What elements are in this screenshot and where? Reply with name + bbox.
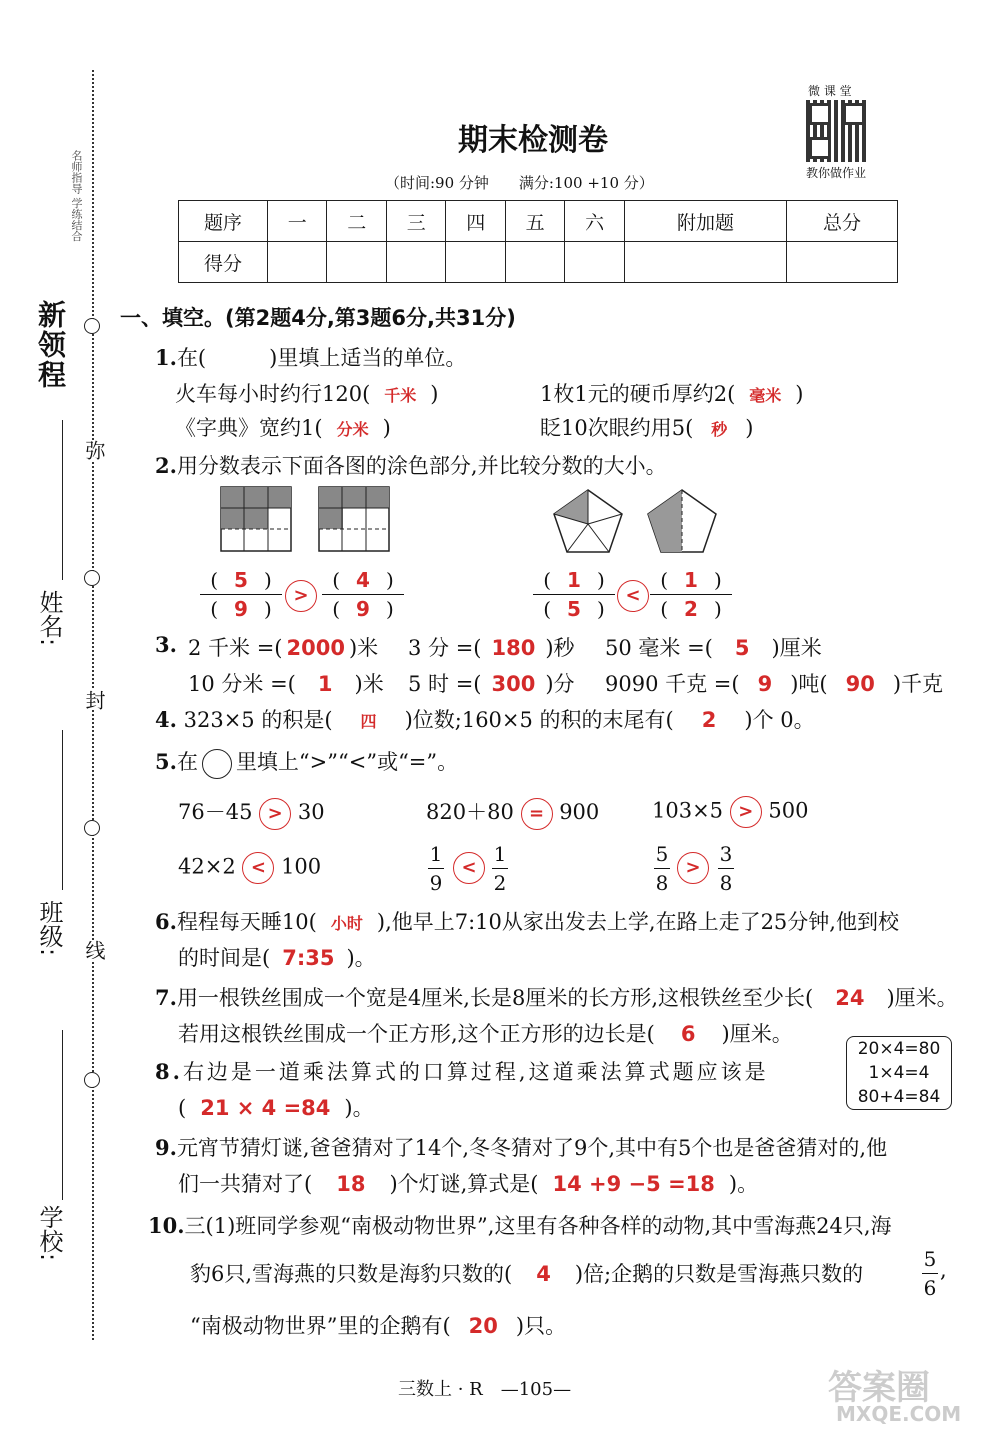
answer: 小时 <box>330 914 363 933</box>
score-input-cell[interactable] <box>787 242 898 283</box>
score-table-cell: 五 <box>505 201 564 242</box>
class-underline <box>62 730 63 890</box>
q7-text: 7.用一根铁丝围成一个宽是4厘米,长是8厘米的长方形,这根铁丝至少长( 24 )厘米。 <box>155 985 958 1010</box>
q2-grid-figure-2 <box>318 486 390 552</box>
answer: 毫米 <box>749 386 782 405</box>
q1-item-c: 《字典》宽约1( 分米 ) <box>175 416 391 440</box>
answer: 20 <box>468 1314 498 1338</box>
answer: 四 <box>360 712 377 731</box>
school-underline <box>62 1030 63 1200</box>
score-table-cell: 四 <box>446 201 505 242</box>
binding-hole-2 <box>84 570 100 586</box>
answer: 24 <box>835 986 865 1010</box>
q10-line2: 豹6只,雪海燕的只数是海豹只数的( 4 )倍;企鹅的只数是雪海燕只数的 <box>190 1262 864 1286</box>
binding-hole-3 <box>84 820 100 836</box>
answer: 分米 <box>336 420 369 439</box>
score-table-cell: 总分 <box>787 201 898 242</box>
score-table-cell: 附加题 <box>624 201 786 242</box>
q5-compare-item: 820＋80 = 900 <box>426 796 599 830</box>
score-input-cell[interactable] <box>446 242 505 283</box>
binding-hole-4 <box>84 1072 100 1088</box>
q7-line2: 若用这根铁丝围成一个正方形,这个正方形的边长是( 6 )厘米。 <box>178 1022 793 1046</box>
q5-compare-item: 42×2 < 100 <box>178 852 321 884</box>
watermark-url: MXQE.COM <box>836 1402 962 1426</box>
q1-item-d: 眨10次眼约用5( 秒 ) <box>540 416 754 440</box>
seal-char-xian: 线 <box>80 940 109 960</box>
score-input-cell[interactable] <box>327 242 386 283</box>
q3-number: 3. <box>155 632 177 657</box>
q1-item-b: 1枚1元的硬币厚约2( 毫米 ) <box>540 382 804 406</box>
q3-item: 10 分米 =( 1 )米 <box>188 672 384 696</box>
watermark: 答案圈 <box>828 1368 930 1408</box>
q8-calc-box: 20×4=80 1×4=4 80+4=84 <box>846 1036 952 1110</box>
q6-text: 6.程程每天睡10( 小时 ),他早上7:10从家出发去上学,在路上走了25分钟,他到校 <box>155 909 899 934</box>
q3-item: 9090 千克 =( 9 )吨( 90 )千克 <box>605 672 944 696</box>
q8-line2: ( 21 × 4 =84 )。 <box>178 1096 374 1120</box>
answer: 21 × 4 =84 <box>200 1096 331 1120</box>
q10-fraction: 5 6 <box>923 1247 937 1300</box>
seal-char-mi: 弥 <box>80 440 109 460</box>
seal-char-feng: 封 <box>80 690 109 710</box>
q5-fraction: 1 2 <box>493 842 507 895</box>
name-underline <box>62 420 63 580</box>
q2-fraction-4: ( 1 ) ( 2 ) <box>650 568 732 621</box>
score-input-cell[interactable] <box>505 242 564 283</box>
q2-fraction-2: ( 4 ) ( 9 ) <box>322 568 404 621</box>
score-table-cell: 三 <box>386 201 445 242</box>
q1-text <box>155 342 466 372</box>
school-label: 学校: <box>35 1205 63 1262</box>
q2-pentagon-figure-1 <box>552 488 624 554</box>
empty-circle-icon <box>202 749 232 779</box>
brand-subtitle: 名师指导 学练结合 <box>70 150 83 242</box>
q9-line2: 们一共猜对了( 18 )个灯谜,算式是( 14 +9 −5 =18 )。 <box>178 1172 759 1196</box>
score-table-score-row <box>179 242 898 283</box>
answer: 4 <box>536 1262 551 1286</box>
score-table-cell: 二 <box>327 201 386 242</box>
q3-item: 5 时 =( 300 )分 <box>408 672 575 696</box>
q4-text: 4. 323×5 的积是( 四 )位数;160×5 的积的末尾有( 2 )个 0。 <box>155 707 815 732</box>
q5-fraction: 5 8 <box>655 842 669 895</box>
q2-fraction-1: ( 5 ) ( 9 ) <box>200 568 282 621</box>
q2-text: 2.用分数表示下面各图的涂色部分,并比较分数的大小。 <box>155 453 667 478</box>
q2-compare-1: > <box>285 580 317 612</box>
q1-number: 1. <box>155 345 177 370</box>
page-title: 期末检测卷 <box>458 123 608 158</box>
qr-caption-bottom: 教你做作业 <box>806 166 867 180</box>
q2-fraction-3: ( 1 ) ( 5 ) <box>533 568 615 621</box>
score-input-cell[interactable] <box>565 242 624 283</box>
page-footer: 三数上 · R —105— <box>398 1379 572 1400</box>
score-input-cell[interactable] <box>624 242 786 283</box>
exam-meta: （时间:90 分钟 满分:100 +10 分） <box>385 174 654 192</box>
score-table <box>178 200 898 283</box>
q6-line2: 的时间是( 7:35 )。 <box>178 946 376 970</box>
score-table-header-row <box>179 201 898 242</box>
q2-pentagon-figure-2 <box>646 488 718 554</box>
score-table-cell: 六 <box>565 201 624 242</box>
q5-compare: < <box>453 852 485 884</box>
score-table-cell: 一 <box>268 201 327 242</box>
qr-code-icon[interactable] <box>806 100 868 162</box>
answer: 2 <box>701 708 717 732</box>
class-label: 班级: <box>35 900 63 957</box>
q1-item-a: 火车每小时约行120( 千米 ) <box>175 382 439 406</box>
q5-compare-item: 103×5 > 500 <box>652 796 809 828</box>
q10-line3: “南极动物世界”里的企鹅有( 20 )只。 <box>190 1314 567 1338</box>
answer: 6 <box>680 1022 696 1046</box>
qr-caption-top: 微 课 堂 <box>808 84 852 98</box>
binding-hole-1 <box>84 318 100 334</box>
q5-fraction: 1 9 <box>429 842 443 895</box>
score-input-cell[interactable] <box>386 242 445 283</box>
q5-text: 5.在 里填上“>”“<”或“=”。 <box>155 746 458 779</box>
score-input-cell[interactable] <box>268 242 327 283</box>
answer: 秒 <box>711 420 728 439</box>
q2-compare-2: < <box>617 580 649 612</box>
q10-text: 10.三(1)班同学参观“南极动物世界”,这里有各种各样的动物,其中雪海燕24只,海 <box>148 1213 892 1238</box>
q5-compare: > <box>677 852 709 884</box>
answer: 7:35 <box>282 946 335 970</box>
name-label: 姓名: <box>35 590 63 647</box>
brand-logo: 新领程 <box>34 300 67 390</box>
section-heading: 一、填空。(第2题4分,第3题6分,共31分) <box>120 306 516 330</box>
q5-fraction: 3 8 <box>719 842 733 895</box>
q3-item: 50 毫米 =( 5 )厘米 <box>605 636 822 660</box>
score-table-cell: 得分 <box>179 242 268 283</box>
answer: 千米 <box>384 386 417 405</box>
answer: 18 <box>336 1172 366 1196</box>
score-table-cell: 题序 <box>179 201 268 242</box>
q3-item: 2 千米 =( 2000 )米 <box>188 636 379 660</box>
q1-prompt: 在( )里填上适当的单位。 <box>176 346 467 370</box>
q2-grid-figure-1 <box>220 486 292 552</box>
q5-compare-item: 76－45 > 30 <box>178 796 325 830</box>
q3-item: 3 分 =( 180 )秒 <box>408 636 575 660</box>
q10-comma: , <box>940 1258 947 1282</box>
q9-text: 9.元宵节猜灯谜,爸爸猜对了14个,冬冬猜对了9个,其中有5个也是爸爸猜对的,他 <box>155 1135 888 1160</box>
answer: 14 +9 −5 =18 <box>552 1172 715 1196</box>
q8-text: 8.右边是一道乘法算式的口算过程,这道乘法算式题应该是 <box>155 1059 769 1084</box>
